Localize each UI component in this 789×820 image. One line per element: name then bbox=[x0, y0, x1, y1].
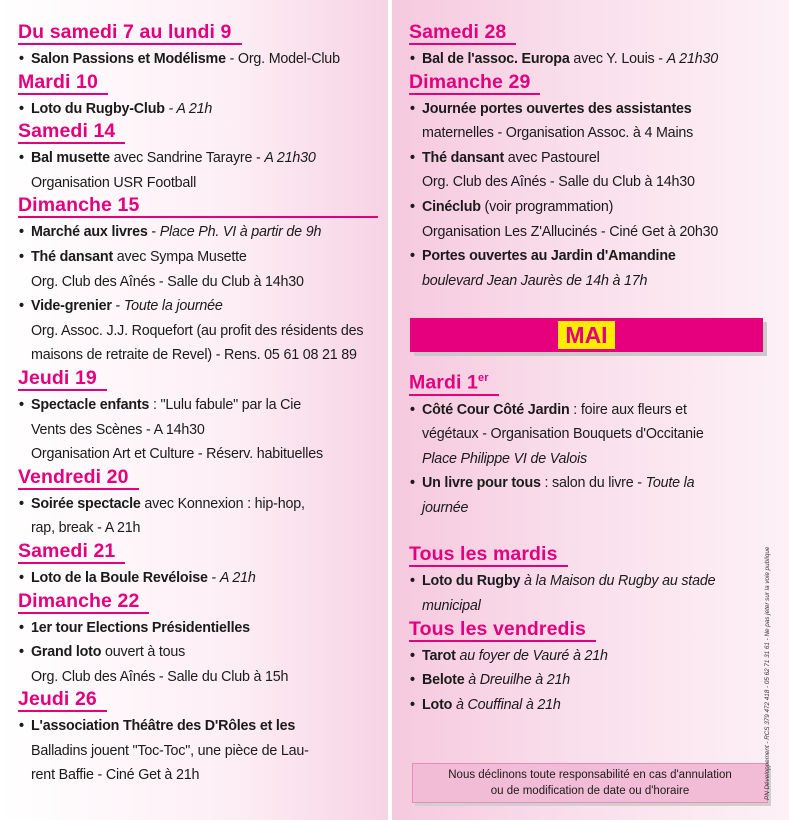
may-events bbox=[409, 368, 715, 717]
event-item: • L'association Théâtre des D'Rôles et les bbox=[19, 718, 296, 735]
event-detail: Org. Club des Aînés - Salle du Club à 14h30 bbox=[31, 273, 304, 290]
event-item: • Soirée spectacle avec Konnexion : hip-hop, bbox=[19, 495, 305, 512]
day-heading: Jeudi 19 bbox=[18, 368, 107, 391]
event-item: • Thé dansant avec Sympa Musette bbox=[19, 248, 247, 265]
day-heading: Mardi 1er bbox=[409, 368, 499, 396]
event-item: • Bal de l'assoc. Europa avec Y. Louis - A 21h30 bbox=[410, 51, 718, 67]
event-item: • Thé dansant avec Pastourel bbox=[410, 149, 600, 166]
event-detail: Vents des Scènes - A 14h30 bbox=[31, 421, 205, 438]
event-detail: Place Philippe VI de Valois bbox=[422, 450, 587, 467]
event-item: • Journée portes ouvertes des assistantes bbox=[410, 100, 692, 117]
disclaimer-line: Nous déclinons toute responsabilité en cas d'annulation bbox=[448, 769, 732, 781]
event-item: • Loto de la Boule Revéloise - A 21h bbox=[19, 569, 256, 586]
event-detail: Organisation Art et Culture - Réserv. habituelles bbox=[31, 446, 323, 463]
event-item: • Côté Cour Côté Jardin : foire aux fleurs et bbox=[410, 401, 687, 418]
day-heading: Mardi 10 bbox=[18, 72, 108, 95]
month-banner bbox=[410, 318, 763, 352]
day-heading: Samedi 21 bbox=[18, 541, 125, 564]
event-item: • Vide-grenier - Toute la journée bbox=[19, 298, 223, 315]
day-heading: Tous les mardis bbox=[409, 544, 568, 567]
disclaimer-box bbox=[412, 763, 768, 803]
event-detail: municipal bbox=[422, 598, 481, 615]
event-item: • Loto du Rugby-Club - A 21h bbox=[19, 100, 213, 117]
event-item: • 1er tour Elections Présidentielles bbox=[19, 619, 250, 636]
event-item: • Grand loto ouvert à tous bbox=[19, 644, 186, 661]
event-detail: maternelles - Organisation Assoc. à 4 Mains bbox=[422, 125, 694, 142]
event-detail: boulevard Jean Jaurès de 14h à 17h bbox=[422, 272, 648, 289]
event-detail: Organisation USR Football bbox=[31, 174, 197, 191]
event-detail: Balladins jouent "Toc-Toc", une pièce de Lau- bbox=[31, 742, 309, 759]
event-detail: maisons de retraite de Revel) - Rens. 05 61 08 21 89 bbox=[31, 347, 357, 364]
day-heading: Jeudi 26 bbox=[18, 689, 107, 712]
event-item: • Bal musette avec Sandrine Tarayre - A 21h30 bbox=[19, 150, 316, 167]
event-detail: Org. Club des Aînés - Salle du Club à 14h30 bbox=[422, 174, 695, 191]
event-item: • Loto du Rugby à la Maison du Rugby au stade bbox=[410, 573, 716, 590]
event-detail: journée bbox=[422, 499, 469, 516]
event-item: • Un livre pour tous : salon du livre - Toute la bbox=[410, 475, 695, 492]
month-label: MAI bbox=[558, 321, 614, 349]
day-heading: Tous les vendredis bbox=[409, 619, 596, 642]
left-column bbox=[0, 0, 388, 820]
event-detail: rap, break - A 21h bbox=[31, 520, 141, 537]
day-heading: Dimanche 22 bbox=[18, 591, 149, 614]
event-detail: Org. Assoc. J.J. Roquefort (au profit des résidents des bbox=[31, 322, 364, 339]
day-heading: Vendredi 20 bbox=[18, 467, 139, 490]
day-heading: Samedi 28 bbox=[409, 22, 516, 45]
event-item: • Marché aux livres - Place Ph. VI à partir de 9h bbox=[19, 224, 322, 241]
day-heading: Samedi 14 bbox=[18, 121, 125, 144]
event-item: • Cinéclub (voir programmation) bbox=[410, 198, 614, 215]
event-item: • Portes ouvertes au Jardin d'Amandine bbox=[410, 248, 676, 265]
event-item: • Loto à Couffinal à 21h bbox=[410, 696, 561, 713]
day-heading: Du samedi 7 au lundi 9 bbox=[18, 22, 242, 45]
event-detail: Organisation Les Z'Allucinés - Ciné Get à 20h30 bbox=[422, 223, 719, 240]
event-detail: rent Baffie - Ciné Get à 21h bbox=[31, 767, 200, 784]
event-item: • Belote à Dreuilhe à 21h bbox=[410, 672, 570, 689]
event-detail: végétaux - Organisation Bouquets d'Occitanie bbox=[422, 426, 704, 443]
event-item: • Spectacle enfants : "Lulu fabule" par la Cie bbox=[19, 396, 301, 413]
disclaimer-line: ou de modification de date ou d'horaire bbox=[490, 785, 690, 797]
right-column bbox=[392, 0, 789, 820]
day-heading: Dimanche 15 bbox=[18, 195, 378, 218]
event-item: • Salon Passions et Modélisme - Org. Model-Club bbox=[19, 51, 340, 67]
event-item: • Tarot au foyer de Vauré à 21h bbox=[410, 647, 608, 664]
day-heading: Dimanche 29 bbox=[409, 72, 540, 95]
publisher-credit: PN Développement - RCS 379 472 418 - 05 62 71 31 61 - Ne pas jeter sur la voie publique bbox=[764, 546, 771, 800]
event-detail: Org. Club des Aînés - Salle du Club à 15h bbox=[31, 668, 289, 685]
